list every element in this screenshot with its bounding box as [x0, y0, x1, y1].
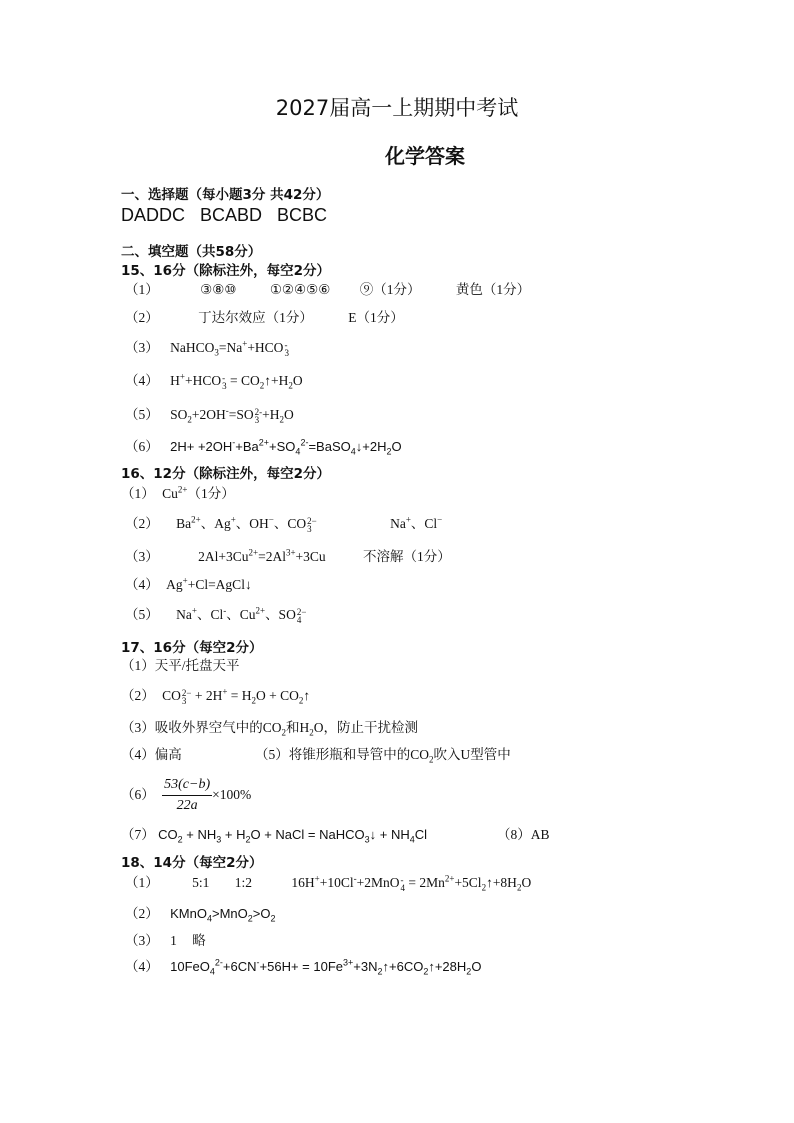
answer-text: 黄色（1分） [455, 282, 531, 297]
ion-list: Na+、Cl− [390, 514, 443, 531]
page-title: 2027届高一上期期中考试 [275, 96, 519, 120]
equation: Ag++Cl=AgCl↓ [166, 575, 252, 592]
section-heading-fill: 二、填空题（共58分） [121, 244, 262, 260]
item-number: （2） [125, 906, 159, 921]
item-number: （5） [125, 407, 159, 422]
equation: NaHCO$_3$=Na++HCO- 3 [170, 338, 289, 358]
q16-line-2 [125, 516, 442, 533]
q16-line-1 [121, 486, 235, 502]
answer-text: 5:1 [192, 875, 210, 890]
comparison: $KMnO_4>MnO_2>O_2$ [170, 906, 276, 924]
answer-text: 1:2 [234, 875, 253, 890]
item-number: （2） [121, 688, 155, 703]
answer-text: 丁达尔效应（1分） [198, 310, 313, 325]
q17-line-5: （5）将锥形瓶和导管中的$CO_2$吹入U型管中 [255, 747, 511, 765]
q17-heading: 17、16分（每空2分） [121, 640, 263, 656]
equation: $2H+ +2OH^-+Ba^{2+}+SO_4^{2-}=BaSO_4↓+2H_2O$ [170, 437, 402, 457]
answer-text: ①②④⑤⑥ [269, 282, 331, 297]
q16-line-5 [125, 607, 306, 624]
item-number: （4） [125, 577, 159, 592]
q18-line-2 [125, 906, 276, 922]
equation: $CO_2 + NH_3 + H_2O$ + NaCl = NaHCO$_3$↓ + $NH_4Cl$ [158, 827, 428, 845]
item-number: （3） [125, 933, 159, 948]
q17-line-6 [121, 777, 251, 815]
answer-note: （1分） [187, 486, 235, 501]
q17-line-1: （1）天平/托盘天平 [121, 658, 240, 673]
q17-line-7 [121, 827, 427, 843]
item-number: （7） [121, 827, 155, 842]
section-heading-choice: 一、选择题（每小题3分 共42分） [121, 187, 330, 203]
item-number: （4） [125, 373, 159, 388]
fraction [162, 777, 212, 815]
q18-line-3 [125, 933, 206, 949]
q15-heading: 15、16分（除标注外，每空2分） [121, 263, 330, 279]
answer-text: （3）吸收外界空气中的CO [121, 720, 282, 735]
item-number: （1） [125, 282, 159, 297]
answer-text: E（1分） [348, 310, 404, 325]
equation: CO2− $3 + 2H^+ = H_2O$ + $CO_2↑$ [162, 686, 311, 706]
item-number: （2） [125, 516, 159, 531]
q15-line-1 [125, 282, 530, 298]
item-number: （4） [125, 959, 159, 974]
q15-line-5 [125, 407, 294, 424]
ion-list: Na+、Cl-、$Cu^{2+}$、SO2− 4 [176, 605, 307, 625]
equation: H++HCO- $3 = CO_2↑+H_2O$ [170, 371, 303, 391]
equation: 16H++10Cl-+2MnO- $4 = 2Mn^{2+}+5Cl_2↑+8H_2O$ [291, 873, 532, 893]
item-number: （3） [125, 340, 159, 355]
q18-line-1 [125, 875, 531, 892]
answer-text: 略 [192, 933, 206, 948]
answer-note: 不溶解（1分） [363, 549, 451, 564]
answer-text: （5）将锥形瓶和导管中的CO [255, 747, 430, 762]
choice-answers: DADDC BCABD BCBC [121, 205, 328, 225]
answer-text: ×100% [212, 786, 252, 802]
answer-text: O，防止干扰检测 [313, 720, 419, 735]
fraction-numerator: 53(c−b) [162, 777, 212, 796]
q17-line-2 [121, 688, 310, 705]
item-number: （6） [121, 786, 155, 802]
item-number: （6） [125, 439, 159, 454]
q18-line-4 [125, 959, 481, 975]
q16-line-3 [125, 549, 451, 565]
item-number: （1） [121, 486, 155, 501]
q15-line-2 [125, 310, 404, 326]
answer-text: ③⑧⑩ [200, 282, 237, 297]
item-number: （2） [125, 310, 159, 325]
answer-text: 吹入U型管中 [433, 747, 511, 762]
q15-line-4 [125, 373, 303, 390]
ion-formula: $Cu^{2+}$ [162, 484, 188, 501]
answer-text: 和H [286, 720, 310, 735]
equation: $SO_2+2OH^-=SO2-$ $3 +H_2O$ [170, 405, 294, 425]
item-number: （5） [125, 607, 159, 622]
item-number: （3） [125, 549, 159, 564]
equation: $2Al+3Cu^{2+}=2Al^{3+}+3Cu$ [198, 547, 326, 564]
page-subtitle: 化学答案 [385, 144, 465, 168]
q16-heading: 16、12分（除标注外，每空2分） [121, 466, 330, 482]
q15-line-3 [125, 340, 289, 357]
answer-text: 1 [170, 933, 177, 948]
item-number: （1） [125, 875, 159, 890]
q17-line-3: （3）吸收外界空气中的$CO_2$和$H_2O$，防止干扰检测 [121, 720, 419, 738]
equation: $10FeO_4^{2-}+6CN^-+56H+ = 10Fe^{3+}+3N_2↑+6CO_2↑+28H_2O$ [170, 957, 482, 977]
q18-heading: 18、14分（每空2分） [121, 855, 263, 871]
ion-list: $Ba^{2+}$、Ag+、OH−、CO2− 3 [176, 514, 317, 534]
q17-line-4: （4）偏高 [121, 747, 182, 762]
fraction-denominator: 22a [176, 797, 198, 813]
q16-line-4 [125, 577, 252, 593]
q17-line-8: （8）AB [497, 827, 550, 842]
answer-text: ⑨（1分） [359, 282, 421, 297]
q15-line-6 [125, 439, 402, 455]
